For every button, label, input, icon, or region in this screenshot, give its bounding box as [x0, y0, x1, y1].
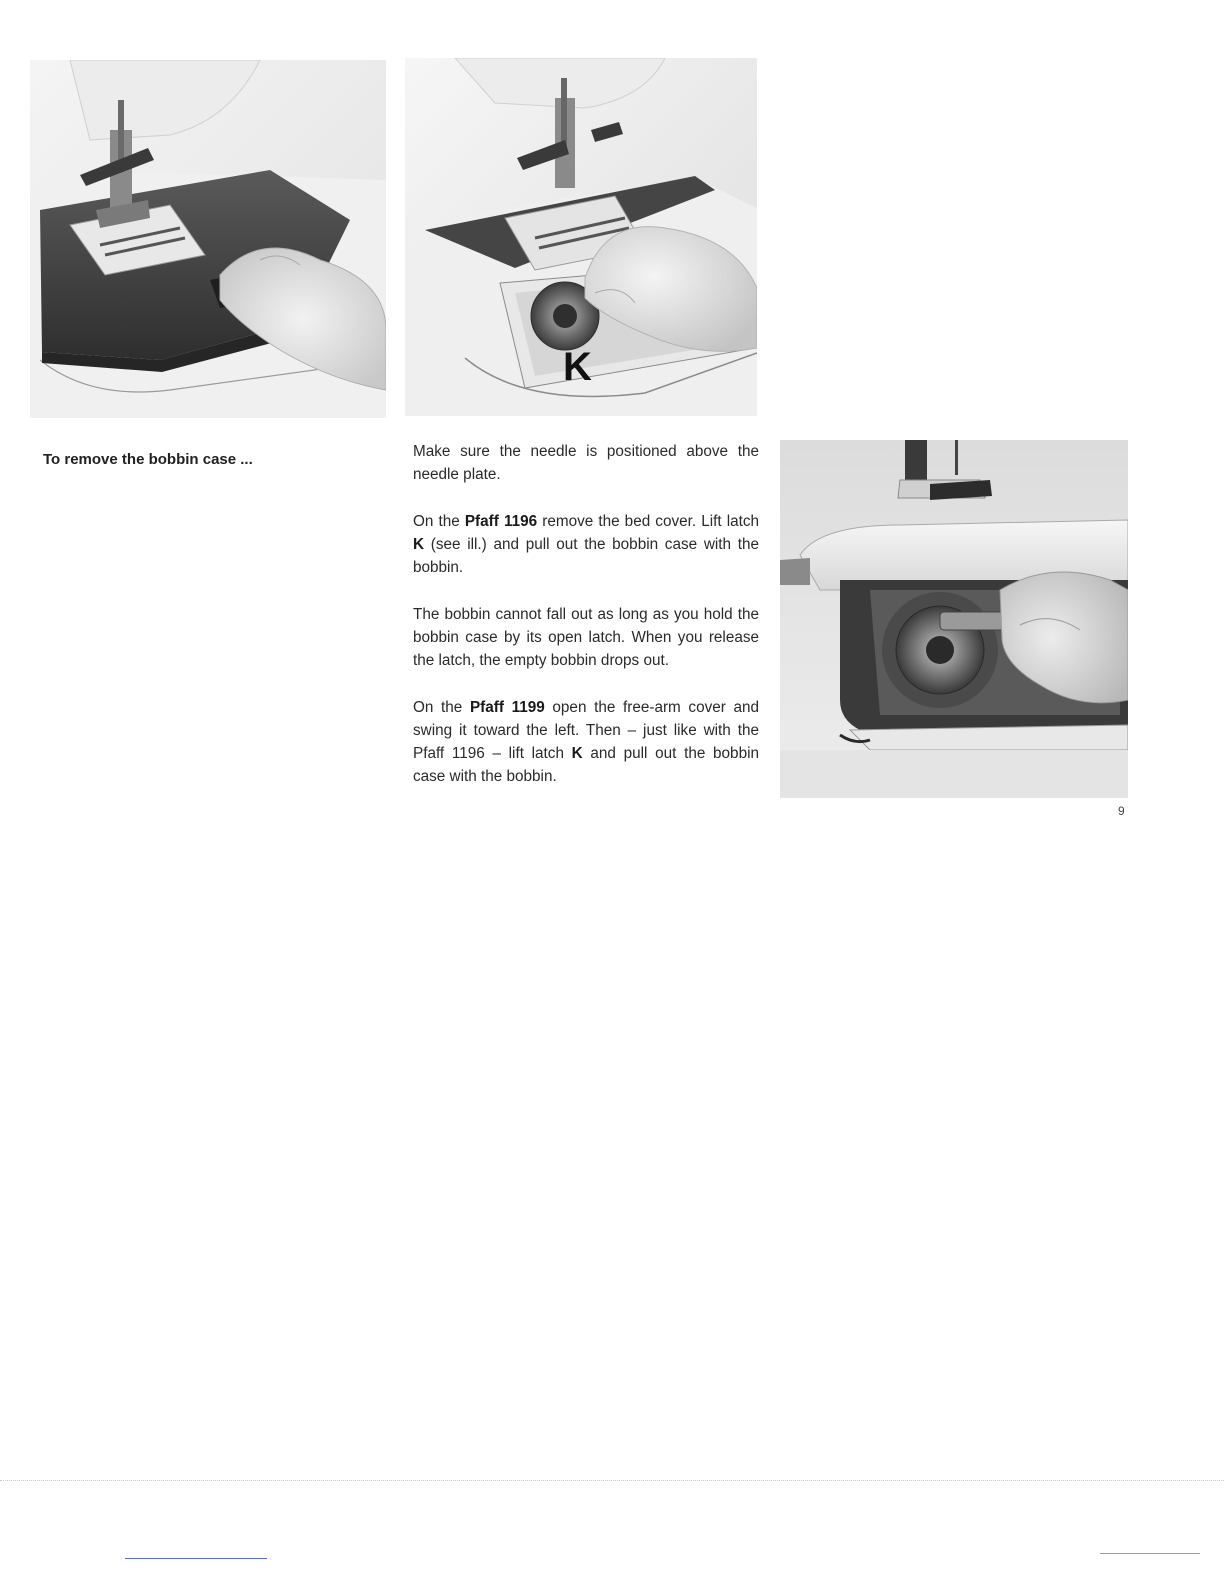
model-pfaff-1196: Pfaff 1196 [464, 513, 538, 530]
latch-k-illustration [405, 58, 757, 416]
paragraph-bobbin-latch: The bobbin cannot fall out as long as you hold the bobbin case by its open latch. When you release the latch, the empty bobbin drops out. [413, 606, 759, 669]
instruction-text [413, 440, 759, 812]
page-number: 9 [1118, 804, 1125, 818]
bed-cover-illustration [30, 60, 386, 418]
paragraph-needle-position: Make sure the needle is positioned above the needle plate. [413, 443, 759, 483]
latch-k-label: K [563, 345, 592, 389]
latch-k-ref-2: K [571, 745, 583, 762]
latch-k-ref: K [413, 536, 425, 553]
paragraph-pfaff-1199: On the Pfaff 1199 open the free-arm cover and swing it toward the left. Then – just like with the Pfaff 1196 – lift latch K and pull out the bobbin case with the bobbin. [413, 699, 759, 785]
scan-blue-line [125, 1558, 267, 1559]
photo-free-arm-bobbin [780, 440, 1128, 798]
section-heading: To remove the bobbin case ... [43, 451, 253, 468]
photo-remove-bed-cover [30, 60, 386, 418]
model-pfaff-1199: Pfaff 1199 [469, 699, 545, 716]
photo-lift-latch-k [405, 58, 757, 416]
scan-right-line [1100, 1553, 1200, 1554]
free-arm-illustration [780, 440, 1128, 798]
paragraph-pfaff-1196: On the Pfaff 1196 remove the bed cover. Lift latch K (see ill.) and pull out the bobbin case with the bobbin. [413, 513, 760, 576]
scan-divider [0, 1480, 1224, 1481]
